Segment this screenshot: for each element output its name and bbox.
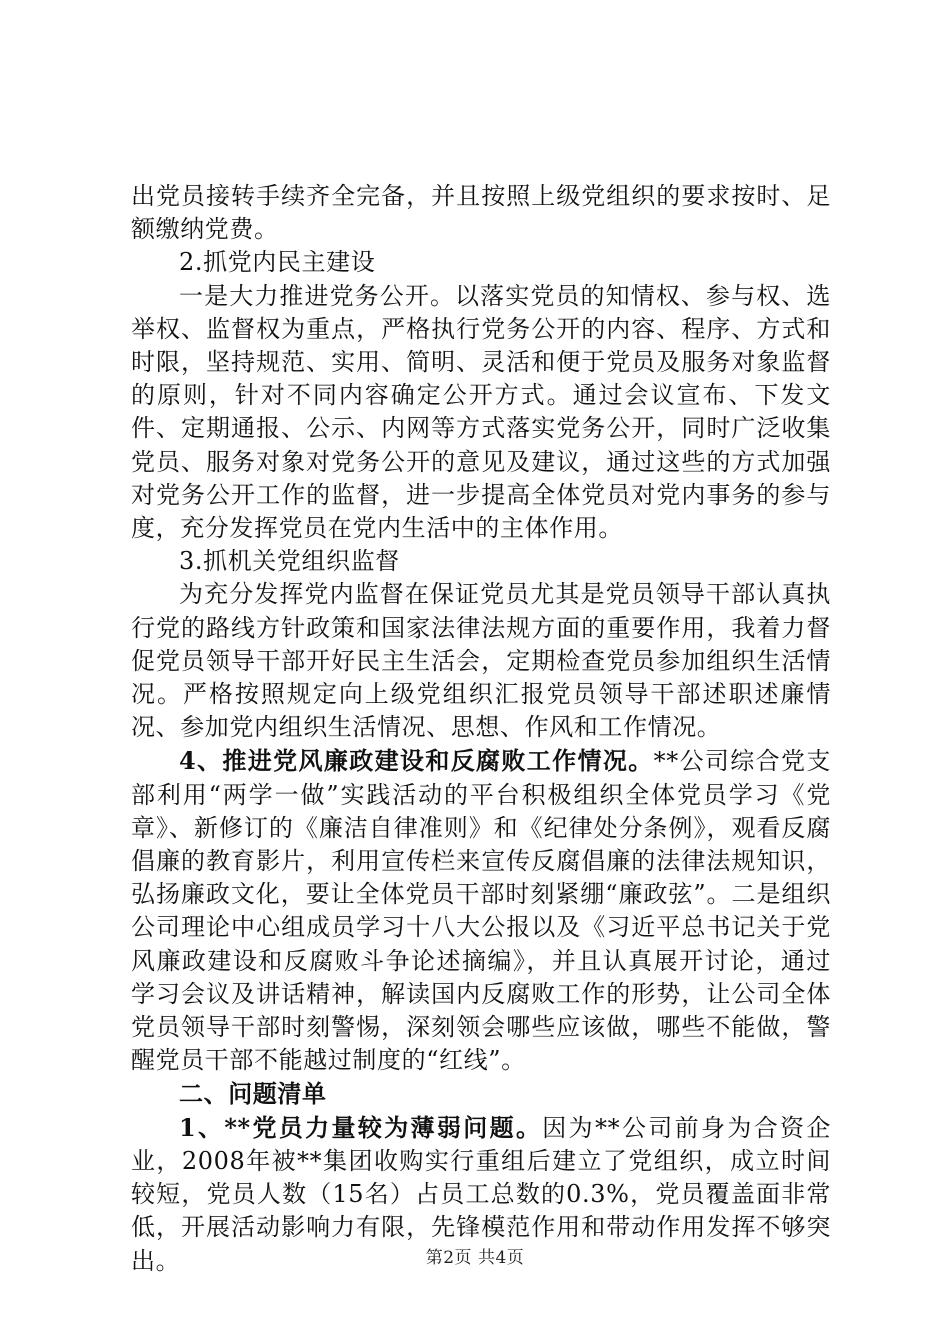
paragraph-party-affairs-openness: 一是大力推进党务公开。以落实党员的知情权、参与权、选举权、监督权为重点，严格执行党务公开的内容、程序、方式和时限，坚持规范、实用、简明、灵活和便于党员及服务对象监督的原则，针对不同内容确定公开方式。通过会议宣布、下发文件、定期通报、公示、内网等方式落实党务公开，同时广泛收集党员、服务对象对党务公开的意见及建议，通过这些的方式加强对党务公开工作的监督，进一步提高全体党员对党内事务的参与度，充分发挥党员在党内生活中的主体作用。 [131,281,831,543]
paragraph-anti-corruption-text: **公司综合党支部利用“两学一做”实践活动的平台积极组织全体党员学习《党章》、新修订的《廉洁自律准则》和《纪律处分条例》，观看反腐倡廉的教育影片，利用宣传栏来宣传反腐倡廉的法律法规知识，弘扬廉政文化，要让全体党员干部时刻紧绷“廉政弦”。二是组织公司理论中心组成员学习十八大公报以及《习近平总书记关于党风廉政建设和反腐败斗争论述摘编》，并且认真展开讨论，通过学习会议及讲话精神，解读国内反腐败工作的形势，让公司全体党员领导干部时刻警惕，深刻领会哪些应该做，哪些不能做，警醒党员干部不能越过制度的“红线”。 [131,747,831,1075]
paragraph-weak-party-strength-text: 因为**公司前身为合资企业，2008年被**集团收购实行重组后建立了党组织，成立时间较短，党员人数（15名）占员工总数的0.3%，党员覆盖面非常低，开展活动影响力有限，先锋模范作用和带动作用发挥不够突出。 [131,1113,831,1275]
page-number-footer: 第2页 共4页 [425,1248,525,1268]
paragraph-anti-corruption [131,744,831,1077]
paragraph-weak-party-strength-lead: 1、**党员力量较为薄弱问题。 [179,1112,543,1142]
heading-inner-party-democracy: 2.抓党内民主建设 [179,248,376,277]
paragraph-inner-party-supervision: 为充分发挥党内监督在保证党员尤其是党员领导干部认真执行党的路线方针政策和国家法律法规方面的重要作用，我着力督促党员领导干部开好民主生活会，定期检查党员参加组织生活情况。严格按照规定向上级党组织汇报党员领导干部述职述廉情况、参加党内组织生活情况、思想、作风和工作情况。 [131,580,831,742]
heading-organization-supervision: 3.抓机关党组织监督 [179,547,400,576]
section-heading-problem-list: 二、问题清单 [179,1079,327,1109]
document-body [131,180,831,1278]
paragraph-party-fees: 出党员接转手续齐全完备，并且按照上级党组织的要求按时、足额缴纳党费。 [131,182,831,244]
paragraph-anti-corruption-lead: 4、推进党风廉政建设和反腐败工作情况。 [179,746,654,776]
